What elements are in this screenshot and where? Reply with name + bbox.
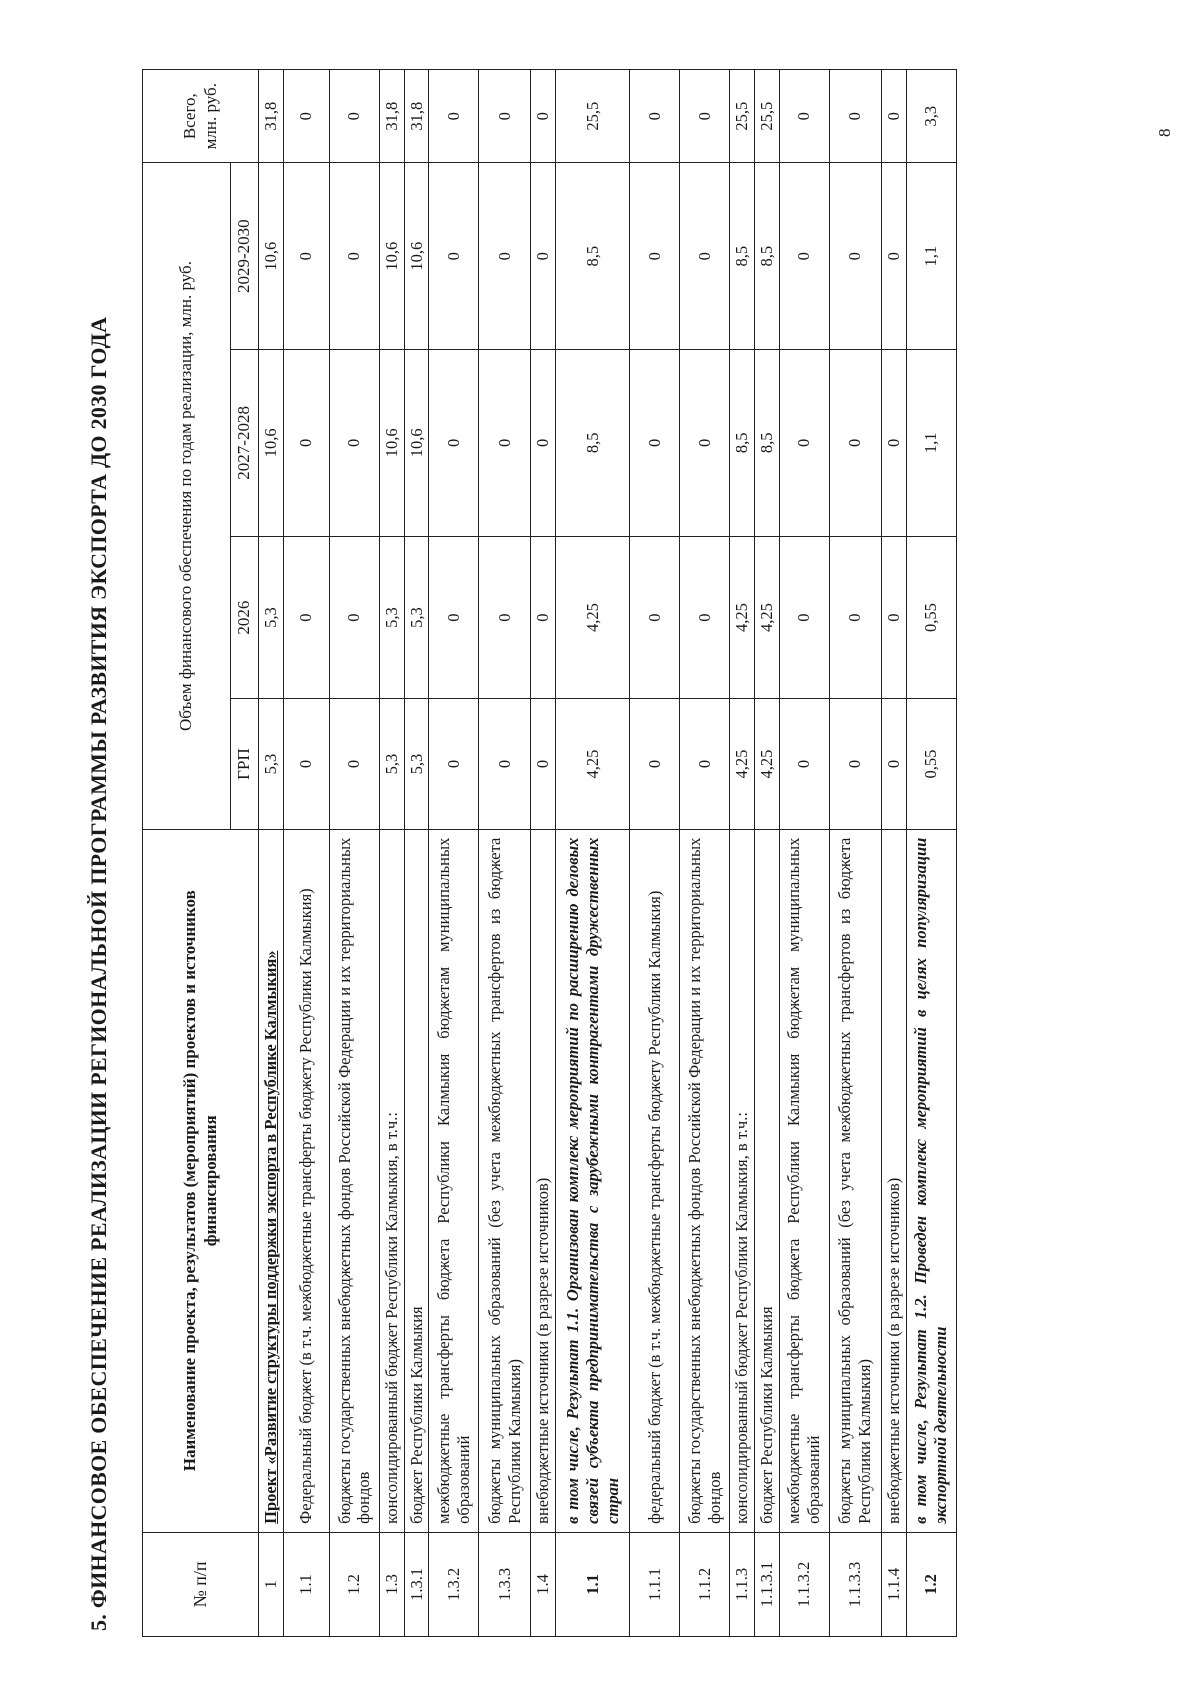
row-name: бюджет Республики Калмыкия <box>404 829 429 1532</box>
value-2026: 0 <box>283 536 329 699</box>
value-total: 0 <box>630 70 680 163</box>
value-grp: 4,25 <box>556 699 630 829</box>
document-title: 5. ФИНАНСОВОЕ ОБЕСПЕЧЕНИЕ РЕАЛИЗАЦИИ РЕГИОНАЛЬНОЙ ПРОГРАММЫ РАЗВИТИЯ ЭКСПОРТА ДО 2030 ГОДА <box>86 316 111 1631</box>
table-row <box>283 70 329 1637</box>
row-name: внебюджетные источники (в разрезе источников) <box>531 829 556 1532</box>
value-2026: 0 <box>779 536 829 699</box>
value-2026: 4,25 <box>754 536 779 699</box>
table-row <box>259 70 284 1637</box>
value-2029-2030: 1,1 <box>906 163 956 350</box>
value-2027-2028: 0 <box>680 350 730 537</box>
table-row <box>531 70 556 1637</box>
table-row <box>630 70 680 1637</box>
table-row <box>779 70 829 1637</box>
row-num: 1.3.1 <box>404 1532 429 1636</box>
value-2029-2030: 0 <box>283 163 329 350</box>
table-row <box>906 70 956 1637</box>
value-grp: 0 <box>429 699 479 829</box>
table-row <box>404 70 429 1637</box>
row-name: федеральный бюджет (в т.ч. межбюджетные трансферты бюджету Республики Калмыкия) <box>630 829 680 1532</box>
value-grp: 0 <box>329 699 379 829</box>
header-year-2026: 2026 <box>231 536 259 699</box>
table-row <box>329 70 379 1637</box>
value-2027-2028: 0 <box>531 350 556 537</box>
table-row <box>379 70 404 1637</box>
value-2026: 0,55 <box>906 536 956 699</box>
table-row <box>680 70 730 1637</box>
row-name: бюджеты муниципальных образований (без учета межбюджетных трансфертов из бюджета Республики Калмыкия) <box>829 829 881 1532</box>
value-2027-2028: 8,5 <box>556 350 630 537</box>
value-grp: 0 <box>479 699 531 829</box>
value-2029-2030: 0 <box>329 163 379 350</box>
table-row <box>556 70 630 1637</box>
header-year-2029-2030: 2029-2030 <box>231 163 259 350</box>
row-name: межбюджетные трансферты бюджета Республики Калмыкия бюджетам муниципальных образований <box>429 829 479 1532</box>
value-2027-2028: 10,6 <box>259 350 284 537</box>
value-2029-2030: 0 <box>630 163 680 350</box>
value-total: 0 <box>779 70 829 163</box>
value-2027-2028: 0 <box>429 350 479 537</box>
value-grp: 4,25 <box>754 699 779 829</box>
table-row <box>479 70 531 1637</box>
table-row <box>829 70 881 1637</box>
value-2026: 5,3 <box>379 536 404 699</box>
value-2029-2030: 0 <box>429 163 479 350</box>
row-num: 1.2 <box>329 1532 379 1636</box>
row-name: в том числе, Результат 1.2. Проведен комплекс мероприятий в целях популяризации экспортной деятельности <box>906 829 956 1532</box>
value-2029-2030: 0 <box>479 163 531 350</box>
row-name: бюджет Республики Калмыкия <box>754 829 779 1532</box>
value-2029-2030: 0 <box>779 163 829 350</box>
value-grp: 5,3 <box>404 699 429 829</box>
value-total: 31,8 <box>379 70 404 163</box>
value-2029-2030: 8,5 <box>754 163 779 350</box>
row-num: 1.4 <box>531 1532 556 1636</box>
table-row <box>881 70 906 1637</box>
value-2027-2028: 10,6 <box>379 350 404 537</box>
row-name: бюджеты муниципальных образований (без учета межбюджетных трансфертов из бюджета Республики Калмыкия) <box>479 829 531 1532</box>
value-grp: 0 <box>881 699 906 829</box>
value-total: 0 <box>829 70 881 163</box>
value-2029-2030: 8,5 <box>730 163 755 350</box>
header-volume: Объем финансового обеспечения по годам реализации, млн. руб. <box>143 163 231 829</box>
value-grp: 0 <box>531 699 556 829</box>
row-name: межбюджетные трансферты бюджета Республики Калмыкия бюджетам муниципальных образований <box>779 829 829 1532</box>
row-num: 1.3.3 <box>479 1532 531 1636</box>
value-2029-2030: 10,6 <box>259 163 284 350</box>
table-row <box>730 70 755 1637</box>
value-2026: 0 <box>630 536 680 699</box>
value-total: 25,5 <box>556 70 630 163</box>
row-num: 1.1.2 <box>680 1532 730 1636</box>
value-2029-2030: 0 <box>680 163 730 350</box>
financing-table <box>142 69 957 1637</box>
value-grp: 0 <box>779 699 829 829</box>
row-name: внебюджетные источники (в разрезе источников) <box>881 829 906 1532</box>
page-number: 8 <box>1155 128 1174 137</box>
value-grp: 0 <box>283 699 329 829</box>
row-name: консолидированный бюджет Республики Калмыкия, в т.ч.: <box>730 829 755 1532</box>
row-name: консолидированный бюджет Республики Калмыкия, в т.ч.: <box>379 829 404 1532</box>
value-total: 0 <box>479 70 531 163</box>
header-total: Всего, млн. руб. <box>143 70 259 163</box>
value-2026: 0 <box>329 536 379 699</box>
row-name: бюджеты государственных внебюджетных фондов Российской Федерации и их территориальных фондов <box>329 829 379 1532</box>
value-total: 31,8 <box>259 70 284 163</box>
row-num: 1.3 <box>379 1532 404 1636</box>
row-num: 1.1 <box>556 1532 630 1636</box>
header-year-grp: ГРП <box>231 699 259 829</box>
value-total: 25,5 <box>754 70 779 163</box>
value-total: 0 <box>881 70 906 163</box>
value-2027-2028: 10,6 <box>404 350 429 537</box>
table-row <box>754 70 779 1637</box>
value-grp: 0 <box>829 699 881 829</box>
value-2029-2030: 0 <box>881 163 906 350</box>
value-2027-2028: 0 <box>779 350 829 537</box>
value-2029-2030: 10,6 <box>404 163 429 350</box>
value-grp: 0 <box>630 699 680 829</box>
value-grp: 0,55 <box>906 699 956 829</box>
value-2027-2028: 0 <box>479 350 531 537</box>
row-name: Проект «Развитие структуры поддержки экспорта в Республике Калмыкия» <box>259 829 284 1532</box>
value-2026: 0 <box>479 536 531 699</box>
value-2026: 0 <box>881 536 906 699</box>
value-2027-2028: 0 <box>630 350 680 537</box>
table-row <box>429 70 479 1637</box>
row-name: в том числе, Результат 1.1. Организован комплекс мероприятий по расширению деловых связей субъекта предпринимательства с зарубежными контрагентами дружественных стран <box>556 829 630 1532</box>
value-2029-2030: 10,6 <box>379 163 404 350</box>
row-num: 1.1.3.3 <box>829 1532 881 1636</box>
value-total: 0 <box>329 70 379 163</box>
header-name: Наименование проекта, результатов (мероприятий) проектов и источников финансирования <box>143 829 259 1532</box>
value-2026: 5,3 <box>404 536 429 699</box>
value-2026: 5,3 <box>259 536 284 699</box>
value-grp: 5,3 <box>259 699 284 829</box>
value-2029-2030: 0 <box>829 163 881 350</box>
header-num: № п/п <box>143 1532 259 1636</box>
row-num: 1.3.2 <box>429 1532 479 1636</box>
row-num: 1.1.3.1 <box>754 1532 779 1636</box>
value-grp: 5,3 <box>379 699 404 829</box>
value-2027-2028: 8,5 <box>754 350 779 537</box>
value-2027-2028: 0 <box>283 350 329 537</box>
value-2026: 0 <box>680 536 730 699</box>
value-2027-2028: 1,1 <box>906 350 956 537</box>
value-2027-2028: 0 <box>329 350 379 537</box>
row-num: 1.2 <box>906 1532 956 1636</box>
header-year-2027-2028: 2027-2028 <box>231 350 259 537</box>
row-name: Федеральный бюджет (в т.ч. межбюджетные трансферты бюджету Республики Калмыкия) <box>283 829 329 1532</box>
row-name: бюджеты государственных внебюджетных фондов Российской Федерации и их территориальных фондов <box>680 829 730 1532</box>
value-total: 3,3 <box>906 70 956 163</box>
value-2026: 0 <box>829 536 881 699</box>
value-total: 0 <box>283 70 329 163</box>
row-num: 1.1.4 <box>881 1532 906 1636</box>
value-2026: 0 <box>531 536 556 699</box>
row-num: 1.1.3 <box>730 1532 755 1636</box>
value-total: 0 <box>680 70 730 163</box>
value-2026: 0 <box>429 536 479 699</box>
value-2027-2028: 0 <box>881 350 906 537</box>
value-grp: 0 <box>680 699 730 829</box>
value-grp: 4,25 <box>730 699 755 829</box>
value-2027-2028: 0 <box>829 350 881 537</box>
value-2027-2028: 8,5 <box>730 350 755 537</box>
value-total: 25,5 <box>730 70 755 163</box>
value-total: 0 <box>429 70 479 163</box>
row-num: 1.1 <box>283 1532 329 1636</box>
value-2026: 4,25 <box>730 536 755 699</box>
row-num: 1 <box>259 1532 284 1636</box>
row-num: 1.1.1 <box>630 1532 680 1636</box>
value-2029-2030: 8,5 <box>556 163 630 350</box>
value-total: 0 <box>531 70 556 163</box>
value-2026: 4,25 <box>556 536 630 699</box>
row-num: 1.1.3.2 <box>779 1532 829 1636</box>
value-2029-2030: 0 <box>531 163 556 350</box>
value-total: 31,8 <box>404 70 429 163</box>
